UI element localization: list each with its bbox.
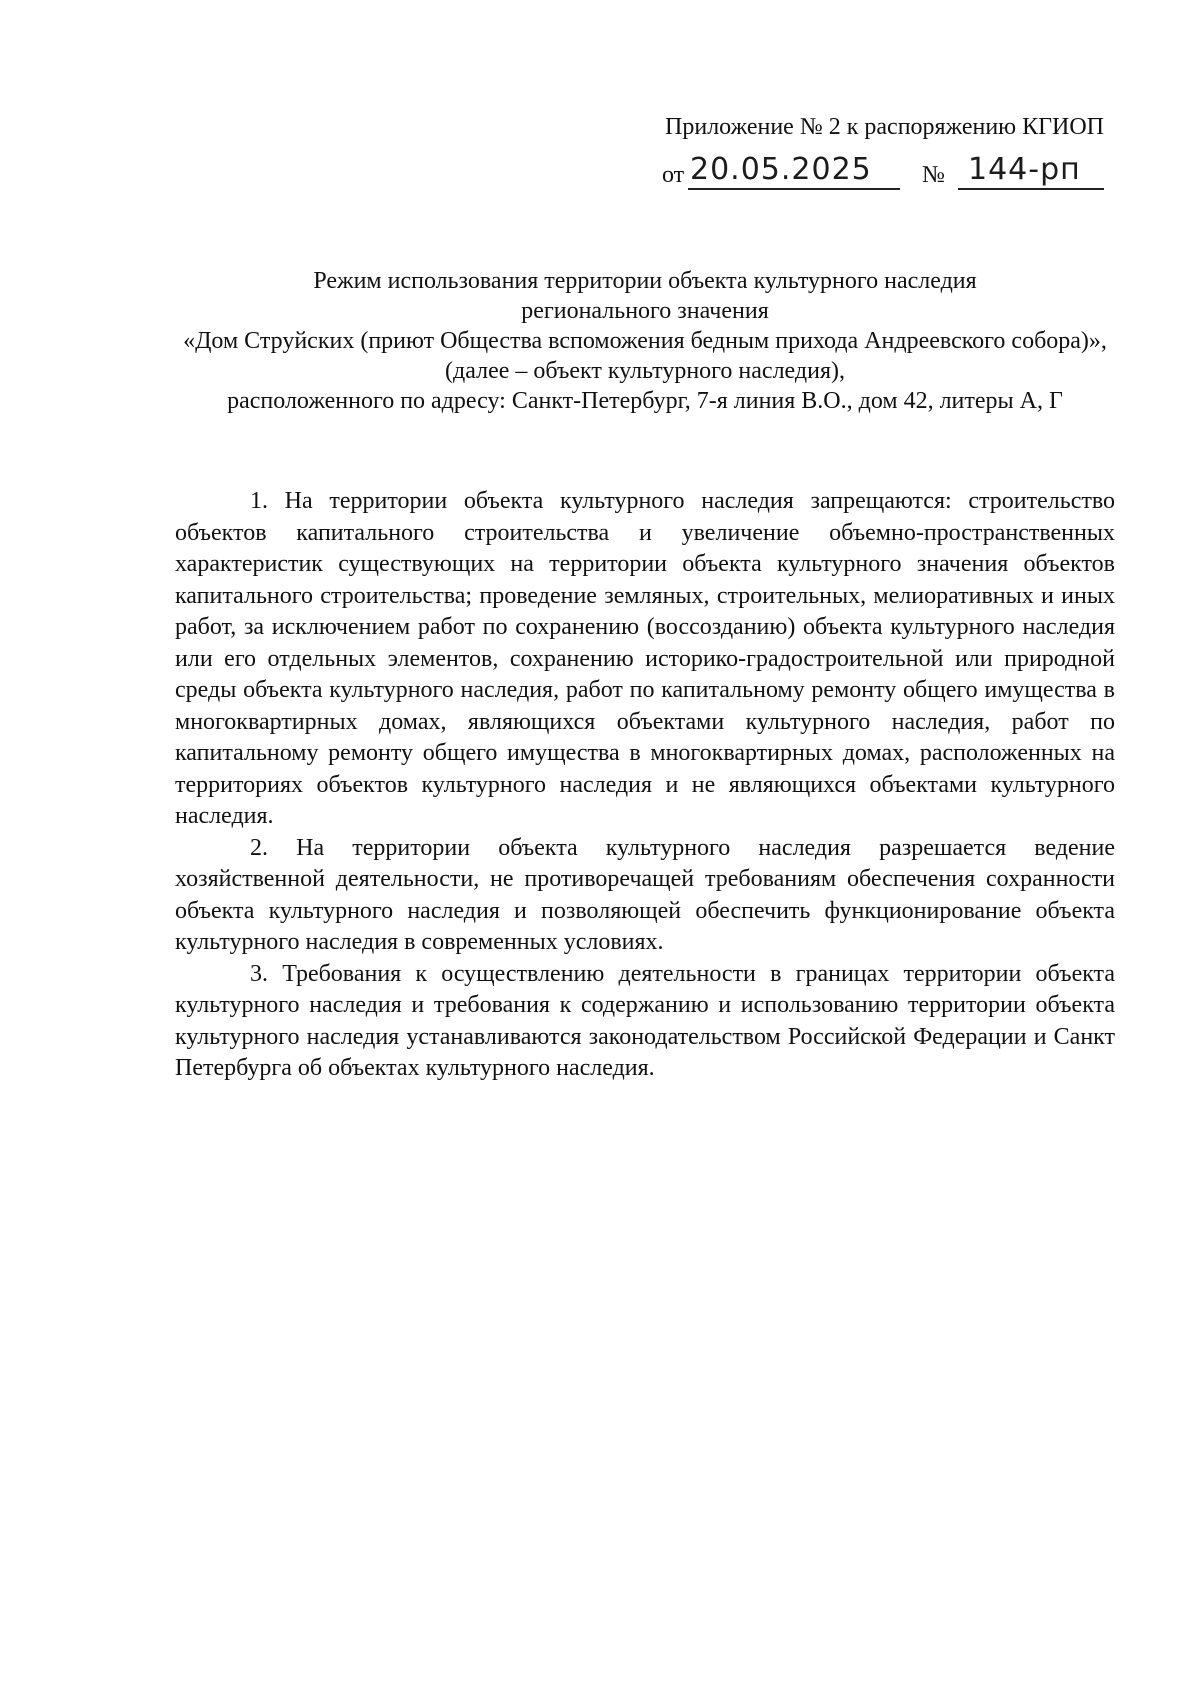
number-label: № <box>922 162 945 188</box>
title-line-5: расположенного по адресу: Санкт-Петербург, 7-я линия В.О., дом 42, литеры А, Г <box>227 388 1063 414</box>
from-label: от <box>662 162 685 188</box>
appendix-header <box>644 112 1104 142</box>
title-line-2: регионального значения <box>521 298 769 324</box>
handwritten-date: 20.05.2025 <box>690 152 872 187</box>
paragraph-2: 2. На территории объекта культурного наследия разрешается ведение хозяйственной деятельности, не противоречащей требованиям обеспечения сохранности объекта культурного наследия и позволяющей обеспечить функционирование объекта культурного наследия в современных условиях. <box>175 834 1115 955</box>
paragraph-1: 1. На территории объекта культурного наследия запрещаются: строительство объектов капитального строительства и увеличение объемно-пространственных характеристик существующих на территории объекта культурного значения объектов капитального строительства; проведение земляных, строительных, мелиоративных и иных работ, за исключением работ по сохранению (воссозданию) объекта культурного наследия или его отдельных элементов, сохранению историко-градостроительной или природной среды объекта культурного наследия, работ по капитальному ремонту общего имущества в многоквартирных домах, являющихся объектами культурного наследия, работ по капитальному ремонту общего имущества в многоквартирных домах, расположенных на территориях объектов культурного наследия и не являющихся объектами культурного наследия. <box>175 488 1115 829</box>
title-line-1: Режим использования территории объекта культурного наследия <box>313 268 977 294</box>
number-underline <box>958 188 1104 190</box>
document-title <box>150 266 1140 416</box>
paragraph-3: 3. Требования к осуществлению деятельности в границах территории объекта культурного наследия и требования к содержанию и использованию территории объекта культурного наследия устанавливаются законодательством Российской Федерации и Санкт Петербурга об объектах культурного наследия. <box>175 960 1115 1081</box>
title-line-4: (далее – объект культурного наследия), <box>445 358 845 384</box>
document-body <box>175 486 1115 1085</box>
title-line-3: «Дом Струйских (приют Общества вспоможения бедным прихода Андреевского собора)», <box>183 328 1107 354</box>
handwritten-number: 144-рп <box>968 152 1081 187</box>
order-reference <box>650 152 1120 192</box>
date-underline <box>688 188 900 190</box>
appendix-line: Приложение № 2 к распоряжению КГИОП <box>665 114 1104 140</box>
